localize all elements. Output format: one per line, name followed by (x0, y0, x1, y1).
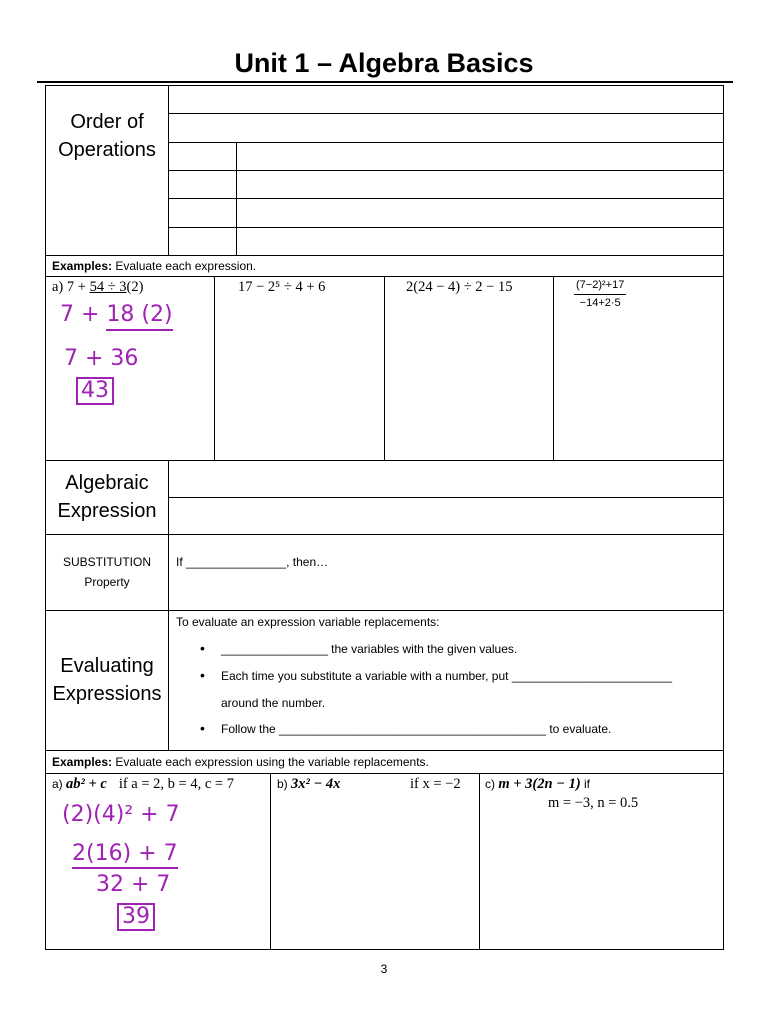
handwriting2-step2-text: 2(16) + 7 (72, 841, 178, 869)
handwriting-step1-a: 7 + (60, 302, 100, 327)
handwriting2-step2 (72, 841, 178, 869)
examples2-col-divider (270, 773, 271, 950)
title-underline (37, 81, 733, 83)
handwriting-answer-box: 43 (76, 377, 114, 405)
example1-a-underlined: 54 ÷ 3 (89, 279, 127, 295)
substitution-text: If _______________, then… (176, 555, 329, 569)
section-divider (45, 255, 724, 256)
evaluating-bullet2: Each time you substitute a variable with a number, put ________________________ (221, 669, 672, 683)
example1-d-numerator: (7−2)²+17 (574, 279, 626, 295)
example2-c-if: if (580, 777, 590, 791)
order-ops-row-line (168, 170, 724, 171)
example1-a (52, 280, 143, 294)
order-ops-label (46, 108, 168, 164)
example1-a-prefix: a) 7 + (52, 279, 90, 295)
examples1-col-divider (214, 276, 215, 460)
evaluating-intro: To evaluate an expression variable replacements: (176, 615, 440, 629)
evaluating-label (46, 652, 168, 708)
example1-a-suffix: (2) (126, 279, 144, 295)
examples2-divider (45, 773, 724, 774)
order-ops-label-line2: Operations (58, 139, 156, 161)
evaluating-bullet1: ________________ the variables with the given values. (221, 642, 518, 656)
algebraic-label-line1: Algebraic (65, 472, 149, 494)
examples1-heading-bold: Examples: (52, 259, 113, 273)
examples1-heading (52, 259, 256, 273)
evaluating-label-line2: Expressions (52, 683, 162, 705)
substitution-label (46, 555, 168, 589)
example2-b-condition: if x = −2 (410, 776, 461, 792)
evaluating-bullet2-cont: around the number. (221, 696, 326, 710)
examples2-heading-bold: Examples: (52, 755, 113, 769)
example2-b (277, 777, 340, 791)
example2-a (52, 777, 234, 791)
example2-c (485, 777, 590, 791)
section-divider (45, 534, 724, 535)
table-border-bottom (45, 949, 724, 950)
example2-b-expression: 3x² − 4x (291, 776, 341, 792)
handwriting-step1 (60, 302, 173, 331)
example1-d-denominator: −14+2·5 (579, 297, 621, 309)
order-ops-row-line (168, 142, 724, 143)
table-border-right (723, 85, 724, 950)
handwriting-step2: 7 + 36 (64, 346, 139, 371)
algebraic-label-line2: Expression (57, 500, 157, 522)
example2-b-label: b) (277, 777, 292, 791)
algebraic-label (46, 469, 168, 525)
bullet-icon: • (200, 720, 205, 736)
algebraic-row-line (168, 497, 724, 498)
section-divider (45, 460, 724, 461)
substitution-label-line1: SUBSTITUTION (62, 555, 151, 569)
example2-a-expression: ab² + c (66, 776, 107, 792)
examples1-col-divider (553, 276, 554, 460)
examples1-heading-text: Evaluate each expression. (112, 259, 257, 273)
page-title: Unit 1 – Algebra Basics (234, 48, 534, 78)
example2-a-label: a) (52, 777, 67, 791)
examples2-col-divider (479, 773, 480, 950)
order-ops-label-line1: Order of (70, 111, 144, 133)
handwriting2-step1: (2)(4)² + 7 (62, 802, 180, 827)
order-ops-row-line (168, 198, 724, 199)
substitution-label-line2: Property (84, 575, 130, 589)
examples1-col-divider (384, 276, 385, 460)
handwriting2-answer-box: 39 (117, 903, 155, 931)
section-divider (45, 610, 724, 611)
example2-c-expression: m + 3(2n − 1) (498, 776, 581, 792)
example2-a-condition: if a = 2, b = 4, c = 7 (118, 776, 234, 792)
section-divider (45, 750, 724, 751)
bullet-icon: • (200, 640, 205, 656)
order-ops-inner-divider (236, 142, 237, 256)
example2-c-condition: m = −3, n = 0.5 (548, 795, 639, 811)
handwriting-step1-b: 18 (2) (106, 302, 172, 331)
page-number: 3 (380, 962, 388, 976)
evaluating-bullet3: Follow the ________________________________________ to evaluate. (221, 722, 612, 736)
example1-b: 17 − 2⁵ ÷ 4 + 6 (238, 279, 326, 295)
lower-label-divider (168, 460, 169, 750)
bullet-icon: • (200, 667, 205, 683)
examples2-heading-text: Evaluate each expression using the variable replacements. (112, 755, 429, 769)
example1-d-fraction (574, 279, 626, 310)
order-ops-row-line (168, 113, 724, 114)
example1-c: 2(24 − 4) ÷ 2 − 15 (406, 279, 513, 295)
example2-c-label: c) (485, 777, 499, 791)
examples2-heading (52, 755, 429, 769)
table-border-top (45, 85, 724, 86)
order-ops-row-line (168, 227, 724, 228)
evaluating-label-line1: Evaluating (60, 655, 154, 677)
handwriting2-step3: 32 + 7 (96, 872, 171, 897)
